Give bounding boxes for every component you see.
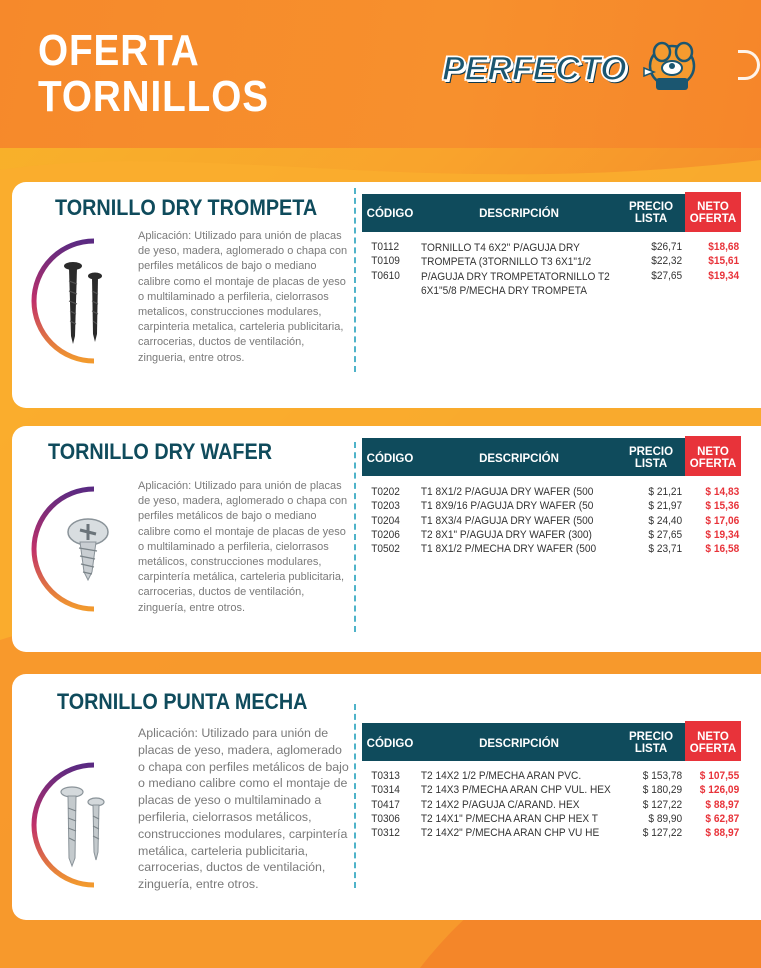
table-row: T0314 T2 14X3 P/MECHA ARAN CHP VUL. HEX $ 180,29 $ 126,09 [371,784,740,797]
table-row: T0203 T1 8X9/16 P/AGUJA DRY WAFER (50 $ 21,97 $ 15,36 [371,500,740,513]
title-line-2: TORNILLOS [38,72,269,121]
dashed-divider [354,188,356,372]
dashed-divider [354,704,356,888]
table-header-1 [362,192,741,232]
header-descripcion: DESCRIPCIÓN [479,208,559,220]
mascot-icon [642,38,702,94]
header-codigo: CÓDIGO [366,453,414,465]
table-row: T0206 T2 8X1" P/AGUJA DRY WAFER (300) $ 27,65 $ 19,34 [371,528,740,541]
brand-logo [442,38,702,96]
table-row: T0202 T1 8X1/2 P/AGUJA DRY WAFER (500 $ 21,21 $ 14,83 [371,486,740,498]
combined-description: TORNILLO T4 6X2" P/AGUJA DRY TROMPETA (3TORNILLO T3 6X1"1/2 P/AGUJA DRY TROMPETATORNILLO T2 6X1"5/8 P/MECHA DRY TROMPETA [421,242,610,297]
table-rows-2 [362,486,741,557]
table-header-3 [362,721,741,761]
brand-name: PERFECTO [442,50,627,88]
table-row: T0312 T2 14X2" P/MECHA ARAN CHP VU HE $ 127,22 $ 88,97 [371,827,740,840]
product-description: Aplicación: Utilizado para unión de placas de yeso, madera, aglomerado o chapa con perfiles metálicos de bajo o mediano calibre como el montaje de placas de yeso o multilaminado a perfileria, cielorrasos metalicos, construcciones modulares, carpinteria metalica, carteleria publicitaria, carrocerias, ductos de ventilación, zingueria, entre otros. [138,230,348,364]
title-line-1: OFERTA [38,26,200,75]
table-row: T0204 T1 8X3/4 P/AGUJA DRY WAFER (500 $ 24,40 $ 17,06 [371,514,740,527]
table-row: T0109 $22,32 $15,61 [371,255,740,268]
table-row: T0112 $26,71 $18,68 [371,241,740,253]
product-description: Aplicación: Utilizado para unión de placas de yeso, madera, aglomerado o chapa con perfiles metálicos de bajo o mediano calibre como el montaje de placas de yeso o multilaminado a perfileria, cielorrasos metálicos, construcciones modulares, carpintería metálica, carteleria publicitaria, carrocerias, ductos de ventilación, zinguería, entre otros. [138,480,348,614]
table-row: T0502 T1 8X1/2 P/MECHA DRY WAFER (500 $ 23,71 $ 16,58 [371,543,740,556]
page-title [38,28,269,120]
table-row: T0610 $27,65 $19,34 [371,269,740,282]
dashed-divider [354,442,356,632]
header-descripcion: DESCRIPCIÓN [479,738,559,750]
product-description: Aplicación: Utilizado para unión de placas de yeso, madera, aglomerado o chapa con perfiles metálicos de bajo o mediano calibre como el montaje de placas de yeso o multilaminado a perfileria, cielorrasos metálicos, construcciones modulares, carpintería metálica, carteleria publicitaria, carrocerias, ductos de ventilación, zinguería, entre otros. [138,726,349,892]
header-precio: PRECIO LISTA [628,201,674,225]
table-rows-3 [362,770,741,841]
header-neto: NETO OFERTA [689,201,737,225]
table-row: T0417 T2 14X2 P/AGUJA C/ARAND. HEX $ 127,22 $ 88,97 [371,798,740,811]
header-codigo: CÓDIGO [366,208,414,220]
header-precio: PRECIO LISTA [628,731,674,755]
table-row: T0306 T2 14X1" P/MECHA ARAN CHP HEX T $ 89,90 $ 62,87 [371,812,740,825]
header-precio: PRECIO LISTA [628,446,674,470]
table-header-2 [362,436,741,476]
header-neto: NETO OFERTA [689,731,737,755]
header-codigo: CÓDIGO [366,738,414,750]
header-descripcion: DESCRIPCIÓN [479,453,559,465]
table-row: T0313 T2 14X2 1/2 P/MECHA ARAN PVC. $ 153,78 $ 107,55 [371,770,740,782]
header-neto: NETO OFERTA [689,446,737,470]
product-title: TORNILLO DRY TROMPETA [55,195,318,220]
product-title: TORNILLO DRY WAFER [48,439,273,464]
product-title: TORNILLO PUNTA MECHA [57,689,308,714]
